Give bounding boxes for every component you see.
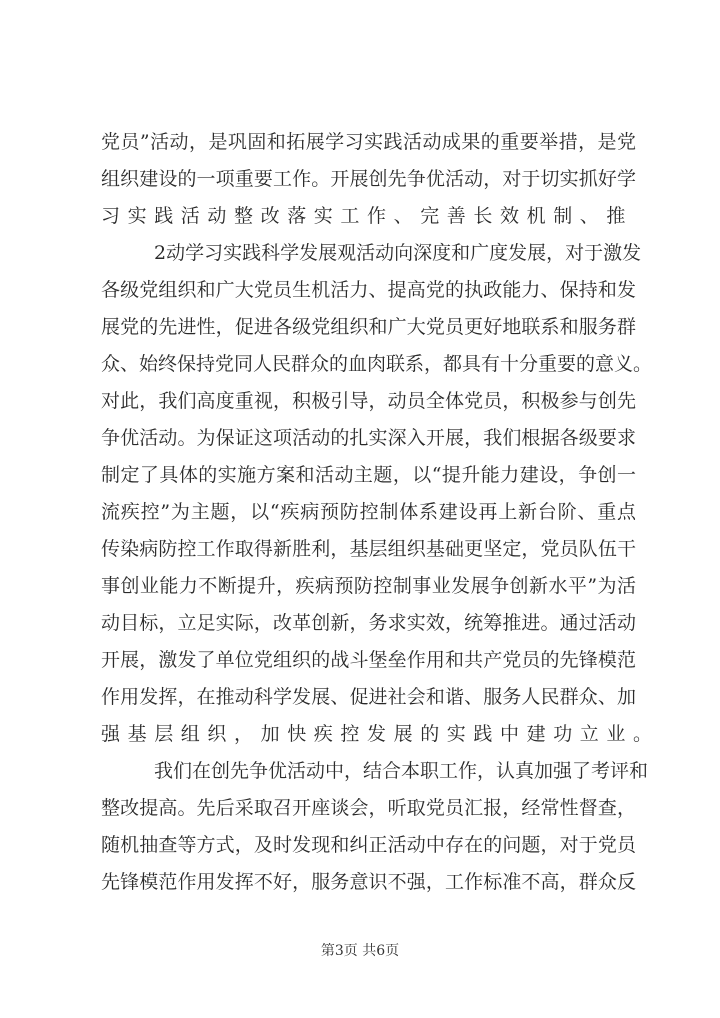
text-line: 作用发挥，在推动科学发展、促进社会和谐、服务人民群众、加 (101, 686, 636, 708)
text-line: 我们在创先争优活动中，结合本职工作，认真加强了考评和 (154, 760, 649, 782)
text-line: 2动学习实践科学发展观活动向深度和广度发展，对于激发 (154, 242, 642, 264)
text-line: 动目标，立足实际，改革创新，务求实效，统筹推进。通过活动 (101, 612, 636, 634)
text-line: 流疾控”为主题，以“疾病预防控制体系建设再上新台阶、重点 (101, 501, 636, 523)
text-line: 传染病防控工作取得新胜利，基层组织基础更坚定，党员队伍干 (101, 538, 636, 560)
text-line: 习实践活动整改落实工作、完善长效机制、推 (101, 205, 634, 227)
text-line: 组织建设的一项重要工作。开展创先争优活动，对于切实抓好学 (101, 168, 636, 190)
text-line: 随机抽查等方式，及时发现和纠正活动中存在的问题，对于党员 (101, 834, 636, 856)
text-line: 开展，激发了单位党组织的战斗堡垒作用和共产党员的先锋模范 (101, 649, 636, 671)
text-line: 整改提高。先后采取召开座谈会，听取党员汇报，经常性督查， (101, 797, 636, 819)
text-line: 对此，我们高度重视，积极引导，动员全体党员，积极参与创先 (101, 390, 636, 412)
text-line: 事创业能力不断提升，疾病预防控制事业发展争创新水平”为活 (101, 575, 636, 597)
text-line: 制定了具体的实施方案和活动主题，以“提升能力建设，争创一 (101, 464, 636, 486)
text-line: 强基层组织，加快疾控发展的实践中建功立业。 (101, 723, 660, 745)
text-line: 各级党组织和广大党员生机活力、提高党的执政能力、保持和发 (101, 279, 636, 301)
text-line: 众、始终保持党同人民群众的血肉联系，都具有十分重要的意义。 (101, 353, 653, 375)
text-line: 先锋模范作用发挥不好，服务意识不强，工作标准不高，群众反 (101, 871, 636, 893)
text-line: 争优活动。为保证这项活动的扎实深入开展，我们根据各级要求 (101, 427, 636, 449)
body-text (101, 124, 660, 901)
text-line: 党员”活动，是巩固和拓展学习实践活动成果的重要举措，是党 (101, 131, 636, 153)
text-line: 展党的先进性，促进各级党组织和广大党员更好地联系和服务群 (101, 316, 636, 338)
page-number-footer: 第3页 共6页 (320, 943, 400, 959)
